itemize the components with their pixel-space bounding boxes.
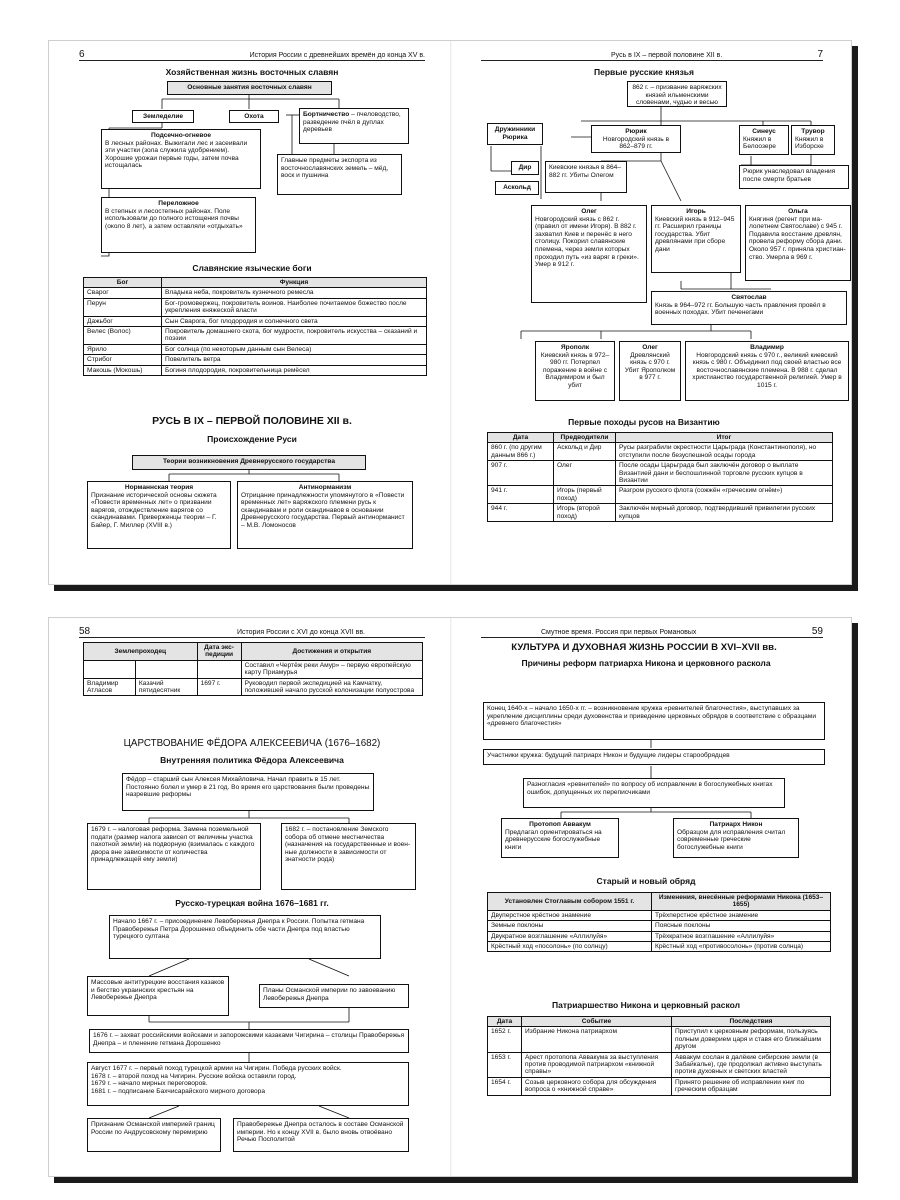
page-7 (451, 41, 853, 584)
schism-header-event: Событие (522, 1017, 672, 1027)
running-title: История России с XVI до конца XVII вв. (236, 629, 365, 636)
schism-row (488, 1052, 831, 1077)
god-name-cell: Стрибог (84, 355, 162, 365)
igor-box (651, 205, 741, 273)
old-rite-cell: Земные поклоны (488, 921, 652, 931)
new-rite-cell: Трёхкратное возглашение «Аллилуйя» (652, 931, 831, 941)
gods-header-function: Функция (162, 278, 427, 288)
schism-event-cell: Арест протопопа Аввакума за выступления против проводимой патриархом «книжной справы» (522, 1052, 672, 1077)
page-59 (451, 618, 853, 1176)
war-uprisings-box: Массовые антитурецкие восстания казаков и бегство украинских крестьян на Левобережье Днепра (87, 976, 229, 1016)
kiev-princes-box: Киевские князья в 864–882 гг. Убиты Олегом (545, 161, 627, 193)
oleg-drevlyan-box (619, 341, 681, 401)
page-header (481, 47, 823, 61)
chapter-title: РУСЬ В IX – ПЕРВОЙ ПОЛОВИНЕ XII в. (152, 415, 352, 427)
campaign-row (488, 443, 833, 461)
oleg-title: Олег (581, 208, 597, 215)
campaigns-header-result: Итог (616, 433, 833, 443)
schism-row (488, 1077, 831, 1095)
campaign-result-cell: Заключён мирный договор, подтвердивший привилегии русских купцов (616, 504, 833, 522)
nikon-box (673, 818, 799, 858)
fallow-text: В степных и лесостепных районах. Поле использовали до полного истощения почвы (около 8 лет), а затем оставляли «отдыхать» (105, 207, 243, 230)
slash-burn-box (101, 129, 261, 189)
occupations-box: Основные занятия восточных славян (167, 81, 332, 95)
campaign-row (488, 504, 833, 522)
explorers-header-name: Землепроходец (84, 643, 198, 661)
war-1676-box: 1676 г. – захват российскими войсками и запорожскими казаками Чигирина – столицы Правобережья Днепра – и пленение гетмана Дорошенко (89, 1029, 409, 1053)
gods-header-god: Бог (84, 278, 162, 288)
god-function-cell: Богиня плодородия, покровительница ремёсел (162, 365, 427, 375)
oleg-text: Новгородский князь с 862 г. (правил от имени Игоря). В 882 г. захватил Киев и перенёс в него столицу. Покорил славянские племена, через земли которых проходил путь «из варяг в греки». Умер в 912 г. (535, 215, 639, 269)
antinorman-text: Отрицание принадлежности упомянутого в «Повести временных лет» варяжского племени русь к скандинавам и роли скандинавов в основании Древнерусского государства. Первый антинорманист – М.В. Ломоносов (241, 491, 405, 529)
oleg-drevlyan-title: Олег (642, 344, 658, 351)
dir-box: Дир (511, 161, 539, 175)
running-title: Русь в IX – первой половине XII в. (611, 52, 723, 59)
god-name-cell: Дажьбог (84, 316, 162, 326)
page-58 (49, 618, 451, 1176)
war-right-bank-box: Правобережье Днепра осталось в составе Османской империи. Но к концу XVII в. было вновь отвоёвано Речью Посполитой (233, 1118, 409, 1152)
old-rite-cell: Двукратное возглашение «Аллилуйя» (488, 931, 652, 941)
god-row (84, 316, 427, 326)
war-1667-box: Начало 1667 г. – присоединение Левобережья Днепра к России. Попытка гетмана Правобережья Петра Дорошенко объединить обе части Днепра под властью турецкого султана (109, 915, 381, 959)
yaropolk-title: Ярополк (560, 344, 590, 351)
war-title: Русско-турецкая война 1676–1681 гг. (175, 898, 329, 908)
yaropolk-text: Киевский князь в 972–980 гг. Потерпел поражение в войне с Владимиром и был убит (540, 351, 610, 389)
campaign-date-cell: 907 г. (488, 461, 554, 486)
explorer-rank-cell: Казачий пятидесятник (135, 678, 197, 696)
event-862-box: 862 г. – призвание варяжских князей ильменскими словенами, чудью и весью (627, 81, 727, 107)
page-number: 58 (79, 626, 91, 637)
slash-burn-text: В лесных районах. Выжигали лес и засеивали эти участки (зола служила удобрением). Хорошие урожаи первые годы, затем почва истощалась (105, 139, 248, 170)
explorer-achievement-cell: Руководил первой экспедицией на Камчатку, положившей начало русской колонизации полуострова (241, 678, 422, 696)
campaign-date-cell: 941 г. (488, 486, 554, 504)
svyatoslav-title: Святослав (731, 294, 767, 301)
explorer-achievement-cell: Составил «Чертёж реки Амур» – первую европейскую карту Приамурья (241, 660, 422, 678)
rurik-text: Новгородский князь в 862–879 гг. (602, 135, 670, 151)
campaign-result-cell: Русы разграбили окрестности Царьграда (Константинополя), но отступили после безуспешной осады города (616, 443, 833, 461)
oleg-box (531, 205, 647, 303)
rurik-box (591, 125, 681, 153)
running-title: История России с древнейших времён до конца XV в. (249, 52, 425, 59)
campaigns-table (487, 432, 833, 522)
explorer-date-cell: 1697 г. (197, 678, 241, 696)
campaign-row (488, 461, 833, 486)
new-rite-cell: Крёстный ход «противосолонь» (против солнца) (652, 942, 831, 952)
campaign-leaders-cell: Олег (554, 461, 616, 486)
gods-table (83, 277, 427, 376)
campaign-date-cell: 860 г. (по другим данным 866 г.) (488, 443, 554, 461)
farming-box: Земледелие (132, 110, 194, 123)
vladimir-title: Владимир (750, 344, 784, 351)
nikon-text: Образцом для исправления считал современные греческие богослужебные книги (677, 828, 786, 851)
rites-title: Старый и новый обряд (596, 876, 696, 886)
schism-row (488, 1027, 831, 1052)
rite-row (488, 931, 831, 941)
fallow-box (101, 197, 256, 253)
askold-box: Аскольд (495, 181, 539, 195)
god-row (84, 298, 427, 316)
old-rite-cell: Крёстный ход «посолонь» (по солнцу) (488, 942, 652, 952)
god-function-cell: Бог-громовержец, покровитель воинов. Наиболее почитаемое божество после укрепления княжеской власти (162, 298, 427, 316)
rites-header-new: Изменения, внесённые реформами Никона (1653–1655) (652, 893, 831, 911)
explorer-name-cell (84, 660, 136, 678)
mestnichestvo-box: 1682 г. – постановление Земского собора об отмене местничества (назначения на государственные и военные должности в зависимости от знатности рода) (281, 823, 416, 890)
god-name-cell: Сварог (84, 288, 162, 298)
princes-title: Первые русские князья (594, 67, 694, 77)
book-spread-top (48, 40, 852, 585)
sineus-text: Княжил в Белоозере (743, 135, 776, 151)
war-recognition-box: Признание Османской империей границ России по Андрусовскому перемирию (87, 1118, 221, 1152)
norman-text: Признание исторической основы сюжета «Повести временных лет» о призвании варягов, отождествление варягов со скандинавами. Приверженцы теории – Г. Байер, Г. Миллер (XVIII в.) (91, 491, 217, 529)
olga-text: Княгиня (регент при малолетнем Святославе) с 945 г. Подавила восстание древлян, провела реформу сбора дани. Около 957 г. приняла христианство. Умерла в 969 г. (749, 215, 846, 261)
hunting-box: Охота (229, 110, 279, 123)
rites-header-old: Установлен Стоглавым собором 1551 г. (488, 893, 652, 911)
yaropolk-box (535, 341, 615, 401)
igor-text: Киевский князь в 912–945 гг. Расширил границы государства. Убит древлянами при сборе дани (655, 215, 735, 253)
god-name-cell: Велес (Волос) (84, 327, 162, 345)
explorers-header-date: Дата экспедиции (197, 643, 241, 661)
schism-date-cell: 1654 г. (488, 1077, 522, 1095)
nikon-title: Патриарх Никон (709, 821, 763, 828)
schism-consequence-cell: Приступил к церковным реформам, пользуясь полным доверием царя и ставя его ближайшим другом (672, 1027, 831, 1052)
page-number: 6 (79, 49, 85, 60)
avvakum-text: Предлагал ориентироваться на древнерусские богослужебные книги (505, 828, 602, 851)
antinorman-box (237, 481, 413, 549)
page-6 (49, 41, 451, 584)
rurik-inherit-box: Рюрик унаследовал владения после смерти братьев (739, 165, 849, 189)
rite-row (488, 921, 831, 931)
explorer-name-cell: Владимир Атласов (84, 678, 136, 696)
old-rite-cell: Двуперстное крёстное знамение (488, 910, 652, 920)
explorer-row (84, 660, 423, 678)
rite-row (488, 942, 831, 952)
beekeeping-title: Бортничество (303, 111, 350, 118)
campaign-row (488, 486, 833, 504)
origin-title: Происхождение Руси (207, 434, 297, 444)
campaign-leaders-cell: Аскольд и Дир (554, 443, 616, 461)
explorers-header-achievements: Достижения и открытия (241, 643, 422, 661)
beekeeping-text: – пчеловодство, разведение пчёл в дуплах деревьев (303, 111, 401, 134)
schism-header-date: Дата (488, 1017, 522, 1027)
vladimir-box (685, 341, 849, 401)
rurik-title: Рюрик (625, 128, 647, 135)
avvakum-box (501, 818, 619, 858)
war-1677-box: Август 1677 г. – первый поход турецкой армии на Чигирин. Победа русских войск. 1678 г. – второй поход на Чигирин. Русские войска оставили город. 1679 г. – начало мирных переговоров. 1681 г. – подписание Бахчисарайского мирного договора (87, 1062, 409, 1106)
schism-consequence-cell: Аввакум сослан в далёкие сибирские земли (в Забайкалье), где продолжал активно выступать против духовных и светских властей (672, 1052, 831, 1077)
rite-row (488, 910, 831, 920)
truvor-title: Трувор (801, 128, 825, 135)
schism-table (487, 1016, 831, 1096)
schism-consequence-cell: Принято решение об исправлении книг по греческим образцам (672, 1077, 831, 1095)
campaign-result-cell: После осады Царьграда был заключён договор о выплате Византией дани и беспошлинной торговле русских купцов в Византии (616, 461, 833, 486)
theories-box: Теории возникновения Древнерусского государства (132, 455, 366, 470)
rites-table (487, 892, 831, 952)
page-number: 59 (811, 626, 823, 637)
god-name-cell: Перун (84, 298, 162, 316)
page-number: 7 (817, 49, 823, 60)
beekeeping-box (299, 108, 409, 144)
sineus-box (739, 125, 789, 155)
schism-event-cell: Созыв церковного собора для обсуждения вопроса о «книжной справе» (522, 1077, 672, 1095)
new-rite-cell: Поясные поклоны (652, 921, 831, 931)
olga-box (745, 205, 851, 281)
svyatoslav-box (651, 291, 847, 325)
campaigns-header-leaders: Предводители (554, 433, 616, 443)
campaign-result-cell: Разгром русского флота (сожжён «греческим огнём») (616, 486, 833, 504)
god-function-cell: Бог солнца (по некоторым данным сын Велеса) (162, 344, 427, 354)
campaign-leaders-cell: Игорь (первый поход) (554, 486, 616, 504)
export-box: Главные предметы экспорта из восточнославянских земель – мёд, воск и пушнина (277, 154, 402, 195)
schism-date-cell: 1652 г. (488, 1027, 522, 1052)
nikon-causes-title: Причины реформ патриарха Никона и церковного раскола (521, 658, 771, 668)
fallow-title: Переложное (158, 200, 199, 207)
god-row (84, 327, 427, 345)
schism-title: Патриаршество Никона и церковный раскол (552, 1000, 740, 1010)
norman-title: Норманнская теория (124, 484, 194, 491)
sineus-title: Синеус (752, 128, 776, 135)
god-row (84, 365, 427, 375)
god-function-cell: Сын Сварога, бог плодородия и солнечного света (162, 316, 427, 326)
god-row (84, 344, 427, 354)
war-ottoman-plans-box: Планы Османской империи по завоеванию Левобережья Днепра (259, 984, 409, 1008)
book-spread-bottom (48, 617, 852, 1177)
schism-header-consequences: Последствия (672, 1017, 831, 1027)
druzhinniki-box: Дружинники Рюрика (487, 123, 543, 145)
norman-theory-box (87, 481, 231, 549)
fedor-bio-box: Фёдор – старший сын Алексея Михайловича. Начал править в 15 лет. Постоянно болел и умер в 21 год. Во время его царствования были проведены назревшие реформы (122, 773, 374, 811)
igor-title: Игорь (686, 208, 706, 215)
cause-disagreement-box: Разногласия «ревнителей» по вопросу об исправлении в богослужебных книгах ошибок, допущенных их переписчиками (523, 778, 785, 808)
gods-title: Славянские языческие боги (192, 263, 312, 273)
avvakum-title: Протопоп Аввакум (529, 821, 591, 828)
page-header (79, 624, 425, 638)
cause-circle-box: Конец 1640-х – начало 1650-х гг. – возникновение кружка «ревнителей благочестия», выступавших за укрепление дисциплины среди духовенства и приведение церковных обрядов в соответствие с образцами «древнего благочестия» (483, 702, 825, 740)
god-function-cell: Покровитель домашнего скота, бог мудрости, покровитель искусства – сказаний и поэзии (162, 327, 427, 345)
culture-chapter-title: КУЛЬТУРА И ДУХОВНАЯ ЖИЗНЬ РОССИИ В XVI–XVII вв. (511, 642, 777, 653)
slash-burn-title: Подсечно-огневое (150, 132, 212, 139)
olga-title: Ольга (788, 208, 808, 215)
schism-event-cell: Избрание Никона патриархом (522, 1027, 672, 1052)
campaign-date-cell: 944 г. (488, 504, 554, 522)
god-function-cell: Владыка неба, покровитель кузнечного ремесла (162, 288, 427, 298)
god-name-cell: Ярило (84, 344, 162, 354)
truvor-text: Княжил в Изборске (795, 135, 824, 151)
new-rite-cell: Трёхперстное крёстное знамение (652, 910, 831, 920)
explorer-row (84, 678, 423, 696)
truvor-box (791, 125, 835, 155)
vladimir-text: Новгородский князь с 970 г., великий киевский князь с 980 г. Объединил под своей властью все восточнославянские племена. В 988 г. сделал христианство государственной религией. Умер в 1015 г. (692, 351, 842, 389)
god-row (84, 355, 427, 365)
cause-members-box: Участники кружка: будущий патриарх Никон и будущие лидеры старообрядцев (483, 749, 825, 765)
antinorman-title: Антинорманизм (298, 484, 352, 491)
campaign-leaders-cell: Игорь (второй поход) (554, 504, 616, 522)
explorer-rank-cell (135, 660, 197, 678)
oleg-drevlyan-text: Древлянский князь с 970 г. Убит Ярополком в 977 г. (624, 351, 676, 382)
page-header (79, 47, 425, 61)
internal-policy-title: Внутренняя политика Фёдора Алексеевича (160, 755, 344, 765)
god-row (84, 288, 427, 298)
explorers-table (83, 642, 423, 696)
campaigns-header-date: Дата (488, 433, 554, 443)
god-function-cell: Повелитель ветра (162, 355, 427, 365)
campaigns-title: Первые походы русов на Византию (568, 417, 720, 427)
tax-reform-box: 1679 г. – налоговая реформа. Замена поземельной подати (размер налога зависел от величины участка пахотной земли) на подворную (взималась с каждого двора вне зависимости от количества принадлежащей ему земли) (87, 823, 261, 890)
god-name-cell: Макошь (Мокошь) (84, 365, 162, 375)
svyatoslav-text: Князь в 964–972 гг. Большую часть правления провёл в военных походах. Убит печенегами (655, 301, 826, 317)
page-header (481, 624, 823, 638)
section-title: Хозяйственная жизнь восточных славян (165, 67, 339, 77)
schism-date-cell: 1653 г. (488, 1052, 522, 1077)
running-title: Смутное время. Россия при первых Романовых (541, 629, 697, 636)
explorer-date-cell (197, 660, 241, 678)
fedor-chapter-title: ЦАРСТВОВАНИЕ ФЁДОРА АЛЕКСЕЕВИЧА (1676–1682) (123, 738, 381, 749)
